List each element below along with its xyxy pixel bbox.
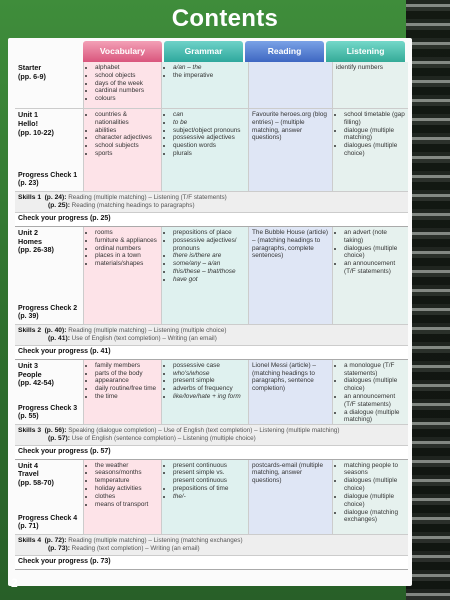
skills-strip <box>15 425 408 446</box>
progress-check-pages: (p. 23) <box>18 180 39 188</box>
list-item: • some/any – a/an <box>173 260 245 268</box>
list-item: • possessive adjectives/ pronouns <box>173 237 245 253</box>
list-item: • to be <box>173 119 245 127</box>
list-item: • dialogues (multiple choice) <box>344 245 405 261</box>
unit-pages: (pp. 58-70) <box>18 478 54 488</box>
unit-name: Unit 4 <box>18 460 38 470</box>
vocabulary-cell <box>83 62 161 108</box>
unit-title: People <box>18 369 42 379</box>
list-item: • a dialogue (multiple matching) <box>344 409 405 425</box>
list-item: • places in a town <box>95 252 158 260</box>
list-item: • subject/object pronouns <box>173 127 245 135</box>
skills-text: Reading (multiple matching) – Listening (multiple choice) <box>68 326 227 334</box>
grammar-cell <box>161 109 248 191</box>
list-item: • family members <box>95 362 158 370</box>
listening-cell <box>332 227 408 324</box>
skills-text: Use of English (text completion) – Writing (an email) <box>71 335 217 343</box>
list-item: • dialogues (multiple choice) <box>344 477 405 493</box>
vocabulary-cell <box>83 227 161 324</box>
list-item: • prepositions of time <box>173 485 245 493</box>
skills-pages: (p. 41): <box>48 335 70 343</box>
unit-title: Homes <box>18 236 42 246</box>
check-your-progress: Check your progress (p. 57) <box>15 446 408 460</box>
list-item: • seasons/months <box>95 469 158 477</box>
reading-cell <box>248 62 332 108</box>
unit-pages: (pp. 10-22) <box>18 127 54 137</box>
listening-cell: identify numbers <box>332 62 408 108</box>
listening-cell <box>332 360 408 424</box>
tab-vocabulary: Vocabulary <box>83 41 162 63</box>
list-item: • there is/there are <box>173 252 245 260</box>
list-item: • an announcement (T/F statements) <box>344 260 405 276</box>
list-item: • like/love/hate + ing form <box>173 393 245 401</box>
list-item: • the weather <box>95 462 158 470</box>
unit-name: Starter <box>18 63 42 72</box>
tab-grammar: Grammar <box>164 41 243 63</box>
list-item: • rooms <box>95 229 158 237</box>
skills-label: Skills 2 <box>18 326 42 334</box>
list-item: • have got <box>173 276 245 284</box>
progress-check-pages: (p. 55) <box>18 413 39 421</box>
spiral-binding <box>406 0 450 600</box>
check-your-progress: Check your progress (p. 41) <box>15 346 408 360</box>
unit-pages: (pp. 26-38) <box>18 245 54 255</box>
list-item: • abilities <box>95 127 158 135</box>
list-item: • countries & nationalities <box>95 111 158 127</box>
progress-check-label: Progress Check 2 <box>18 304 78 312</box>
progress-check <box>18 405 77 422</box>
list-item: • the imperative <box>173 72 245 80</box>
list-item: • dialogue (matching exchanges) <box>344 509 405 525</box>
unit1-row <box>15 109 408 192</box>
skills-label: Skills 4 <box>18 536 42 544</box>
list-item: • days of the week <box>95 80 158 88</box>
vocabulary-cell <box>83 460 161 534</box>
skills-pages: (p. 57): <box>48 434 70 442</box>
list-item: • colours <box>95 95 158 103</box>
list-item: • question words <box>173 142 245 150</box>
list-item: • who's/whose <box>173 370 245 378</box>
column-tabs <box>83 41 405 63</box>
list-item: • a/an – the <box>173 64 245 72</box>
list-item: • can <box>173 111 245 119</box>
skills-pages: (p. 56): <box>44 426 67 434</box>
list-item: • daily routine/free time <box>95 385 158 393</box>
skills-label: Skills 3 <box>18 426 42 434</box>
progress-check-pages: (p. 71) <box>18 523 39 531</box>
list-item: • an announcement (T/F statements) <box>344 393 405 409</box>
unit-name: Unit 1 <box>18 110 38 119</box>
unit-name: Unit 3 <box>18 360 38 370</box>
list-item: • the time <box>95 393 158 401</box>
list-item: • the/- <box>173 493 245 501</box>
unit-name: Unit 2 <box>18 227 38 237</box>
list-item: • dialogue (multiple choice) <box>344 493 405 509</box>
list-item: • appearance <box>95 377 158 385</box>
tab-reading: Reading <box>245 41 324 63</box>
list-item: • ordinal numbers <box>95 245 158 253</box>
progress-check <box>18 515 77 532</box>
unit-pages: (pp. 6-9) <box>18 71 46 81</box>
reading-cell: Favourite heroes.org (blog entries) – (multiple matching, answer questions) <box>248 109 332 191</box>
reading-cell: Lionel Messi (article) – (matching headings to paragraphs, sentence completion) <box>248 360 332 424</box>
progress-check-label: Progress Check 3 <box>18 404 78 412</box>
unit-title: Travel <box>18 469 39 479</box>
vocabulary-cell <box>83 109 161 191</box>
grammar-cell <box>161 460 248 534</box>
skills-pages: (p. 72): <box>44 536 67 544</box>
list-item: • materials/shapes <box>95 260 158 268</box>
list-item: • sports <box>95 150 158 158</box>
unit-cell <box>15 109 83 191</box>
starter-row <box>15 62 408 109</box>
progress-check-label: Progress Check 4 <box>18 514 78 522</box>
unit-title: Hello! <box>18 118 38 128</box>
grammar-cell <box>161 227 248 324</box>
list-item: • this/these – that/those <box>173 268 245 276</box>
contents-table <box>15 62 408 570</box>
check-your-progress: Check your progress (p. 25) <box>15 213 408 227</box>
grammar-cell <box>161 360 248 424</box>
skills-text: Use of English (sentence completion) – Listening (multiple choice) <box>71 434 256 442</box>
reading-cell: postcards-email (multiple matching, answer questions) <box>248 460 332 534</box>
starter-cell <box>15 62 83 108</box>
skills-strip <box>15 325 408 346</box>
skills-strip <box>15 535 408 556</box>
list-item: • prepositions of place <box>173 229 245 237</box>
list-item: • school timetable (gap filling) <box>344 111 405 127</box>
list-item: • school subjects <box>95 142 158 150</box>
unit-cell <box>15 227 83 324</box>
skills-label: Skills 1 <box>18 194 42 201</box>
page-number: 2 <box>11 576 18 590</box>
skills-pages: (p. 25): <box>48 202 70 210</box>
vocabulary-cell <box>83 360 161 424</box>
tab-listening: Listening <box>326 41 405 63</box>
listening-cell <box>332 109 408 191</box>
list-item: • present continuous <box>173 462 245 470</box>
list-item: • an advert (note taking) <box>344 229 405 245</box>
listening-cell <box>332 460 408 534</box>
progress-check-label: Progress Check 1 <box>18 171 78 179</box>
list-item: • character adjectives <box>95 134 158 142</box>
unit-pages: (pp. 42-54) <box>18 378 54 388</box>
skills-text: Reading (multiple matching) – Listening (T/F statements) <box>68 194 227 201</box>
list-item: • temperature <box>95 477 158 485</box>
grammar-cell <box>161 62 248 108</box>
skills-text: Speaking (dialogue completion) – Use of English (text completion) – Listening (multiple matching) <box>68 426 340 434</box>
list-item: • clothes <box>95 493 158 501</box>
list-item: • alphabet <box>95 64 158 72</box>
list-item: • dialogues (multiple choice) <box>344 142 405 158</box>
page-title: Contents <box>171 5 279 32</box>
reading-cell: The Bubble House (article) – (matching headings to paragraphs, complete sentences) <box>248 227 332 324</box>
progress-check <box>18 172 77 189</box>
list-item: • holiday activities <box>95 485 158 493</box>
list-item: • furniture & appliances <box>95 237 158 245</box>
list-item: • means of transport <box>95 501 158 509</box>
unit-cell <box>15 460 83 534</box>
skills-strip <box>15 192 408 213</box>
unit3-row <box>15 360 408 425</box>
skills-text: Reading (multiple matching) – Listening (matching exchanges) <box>68 536 243 544</box>
unit4-row <box>15 460 408 535</box>
list-item: • dialogues (multiple choice) <box>344 377 405 393</box>
list-item: • parts of the body <box>95 370 158 378</box>
skills-pages: (p. 73): <box>48 544 70 552</box>
list-item: • plurals <box>173 150 245 158</box>
list-item: • present simple <box>173 377 245 385</box>
list-item: • cardinal numbers <box>95 87 158 95</box>
progress-check <box>18 305 77 322</box>
skills-pages: (p. 24): <box>44 194 67 201</box>
list-item: • adverbs of frequency <box>173 385 245 393</box>
list-item: • matching people to seasons <box>344 462 405 478</box>
list-item: • dialogue (multiple matching) <box>344 127 405 143</box>
list-item: • a monologue (T/F statements) <box>344 362 405 378</box>
list-item: • possessive adjectives <box>173 134 245 142</box>
skills-text: Reading (matching headings to paragraphs) <box>71 202 195 210</box>
list-item: • school objects <box>95 72 158 80</box>
skills-pages: (p. 40): <box>44 326 67 334</box>
list-item: • possessive case <box>173 362 245 370</box>
list-item: • present simple vs. present continuous <box>173 469 245 485</box>
unit-cell <box>15 360 83 424</box>
progress-check-pages: (p. 39) <box>18 313 39 321</box>
skills-text: Reading (text completion) – Writing (an email) <box>71 544 200 552</box>
check-your-progress: Check your progress (p. 73) <box>15 556 408 570</box>
unit2-row <box>15 227 408 325</box>
